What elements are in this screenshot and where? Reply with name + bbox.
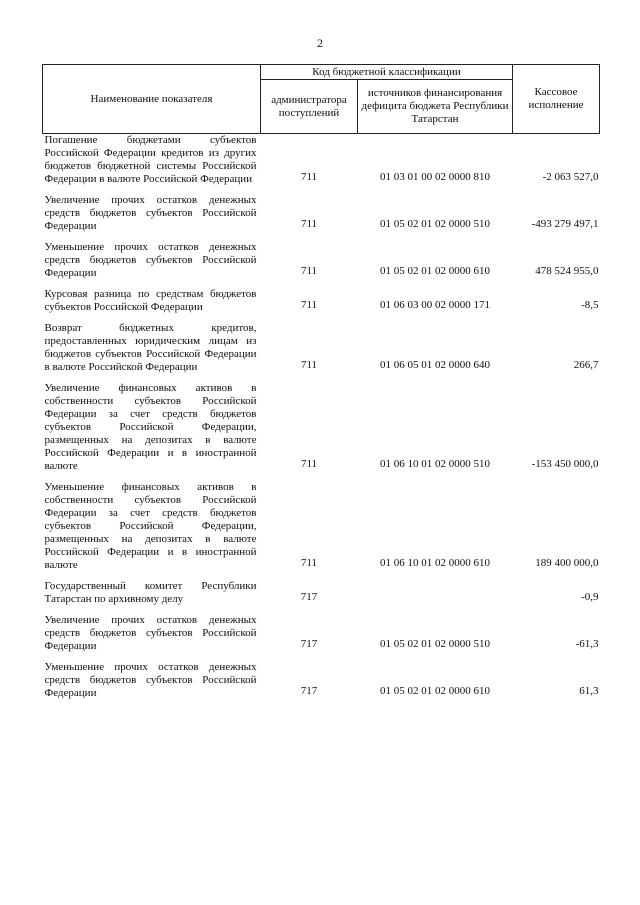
row-execution-value: -493 279 497,1	[531, 218, 599, 230]
row-name: Государственный комитет Республики Татарстан по архивному делу	[44, 580, 257, 605]
table-row	[43, 288, 600, 322]
header-admin-column: администратора поступлений	[261, 80, 358, 134]
row-classification-code: 01 06 05 01 02 0000 640	[380, 359, 490, 371]
row-name: Погашение бюджетами субъектов Российской Федерации кредитов из других бюджетов бюджетной системы Российской Федерации в валюте Российской Федерации	[44, 134, 257, 185]
header-code-group: Код бюджетной классификации	[261, 65, 513, 80]
table-row	[43, 194, 600, 241]
table-row	[43, 382, 600, 481]
row-name: Увеличение прочих остатков денежных средств бюджетов субъектов Российской Федерации	[44, 614, 257, 652]
row-classification-code: 01 05 02 01 02 0000 510	[380, 218, 490, 230]
table-row	[43, 614, 600, 661]
table-header	[43, 65, 600, 134]
row-admin-code: 711	[300, 359, 318, 371]
row-classification-code: 01 06 10 01 02 0000 610	[380, 557, 490, 569]
row-admin-code: 711	[300, 265, 318, 277]
table-row	[43, 481, 600, 580]
row-admin-code: 711	[300, 171, 318, 183]
page-number: 2	[317, 36, 323, 50]
row-admin-code: 711	[300, 299, 318, 311]
header-execution-column: Кассовое исполнение	[513, 65, 600, 134]
table-row	[43, 134, 600, 195]
row-admin-code: 711	[300, 458, 318, 470]
table-row	[43, 241, 600, 288]
row-name: Курсовая разница по средствам бюджетов субъектов Российской Федерации	[44, 288, 257, 313]
row-classification-code: 01 05 02 01 02 0000 610	[380, 685, 490, 697]
row-classification-code: 01 03 01 00 02 0000 810	[380, 171, 490, 183]
row-admin-code: 711	[300, 218, 318, 230]
row-execution-value: 478 524 955,0	[535, 265, 599, 277]
row-admin-code: 717	[300, 685, 318, 697]
table-row	[43, 661, 600, 708]
row-classification-code: 01 06 10 01 02 0000 510	[380, 458, 490, 470]
table-row	[43, 580, 600, 614]
budget-table	[42, 64, 600, 708]
row-execution-value: -2 063 527,0	[542, 171, 599, 183]
row-name: Уменьшение прочих остатков денежных средств бюджетов субъектов Российской Федерации	[44, 661, 257, 699]
row-admin-code: 717	[300, 638, 318, 650]
row-classification-code: 01 05 02 01 02 0000 610	[380, 265, 490, 277]
table-body	[43, 134, 600, 709]
row-execution-value: -8,5	[581, 299, 599, 311]
table-row	[43, 322, 600, 382]
row-execution-value: -0,9	[581, 591, 599, 603]
row-execution-value: -61,3	[575, 638, 599, 650]
row-execution-value: 61,3	[579, 685, 599, 697]
row-name: Уменьшение финансовых активов в собственности субъектов Российской Федерации за счет средств бюджетов субъектов Российской Федерации, размещенных на депозитах в валюте Российской Федерации и в иностранной валюте	[44, 481, 257, 571]
row-name: Возврат бюджетных кредитов, предоставленных юридическим лицам из бюджетов субъектов Российской Федерации в валюте Российской Федерации	[44, 322, 257, 373]
row-execution-value: -153 450 000,0	[531, 458, 599, 470]
row-name: Уменьшение прочих остатков денежных средств бюджетов субъектов Российской Федерации	[44, 241, 257, 279]
row-name: Увеличение прочих остатков денежных средств бюджетов субъектов Российской Федерации	[44, 194, 257, 232]
row-execution-value: 266,7	[573, 359, 599, 371]
header-source-column: источников финансирования дефицита бюджета Республики Татарстан	[358, 80, 513, 134]
row-name: Увеличение финансовых активов в собственности субъектов Российской Федерации за счет средств бюджетов субъектов Российской Федерации, размещенных на депозитах в валюте Российской Федерации и в иностранной валюте	[44, 382, 257, 472]
header-name-column: Наименование показателя	[43, 65, 261, 134]
row-admin-code: 717	[300, 591, 318, 603]
row-classification-code: 01 06 03 00 02 0000 171	[380, 299, 490, 311]
row-classification-code	[358, 580, 513, 614]
row-admin-code: 711	[300, 557, 318, 569]
row-classification-code: 01 05 02 01 02 0000 510	[380, 638, 490, 650]
row-execution-value: 189 400 000,0	[535, 557, 599, 569]
